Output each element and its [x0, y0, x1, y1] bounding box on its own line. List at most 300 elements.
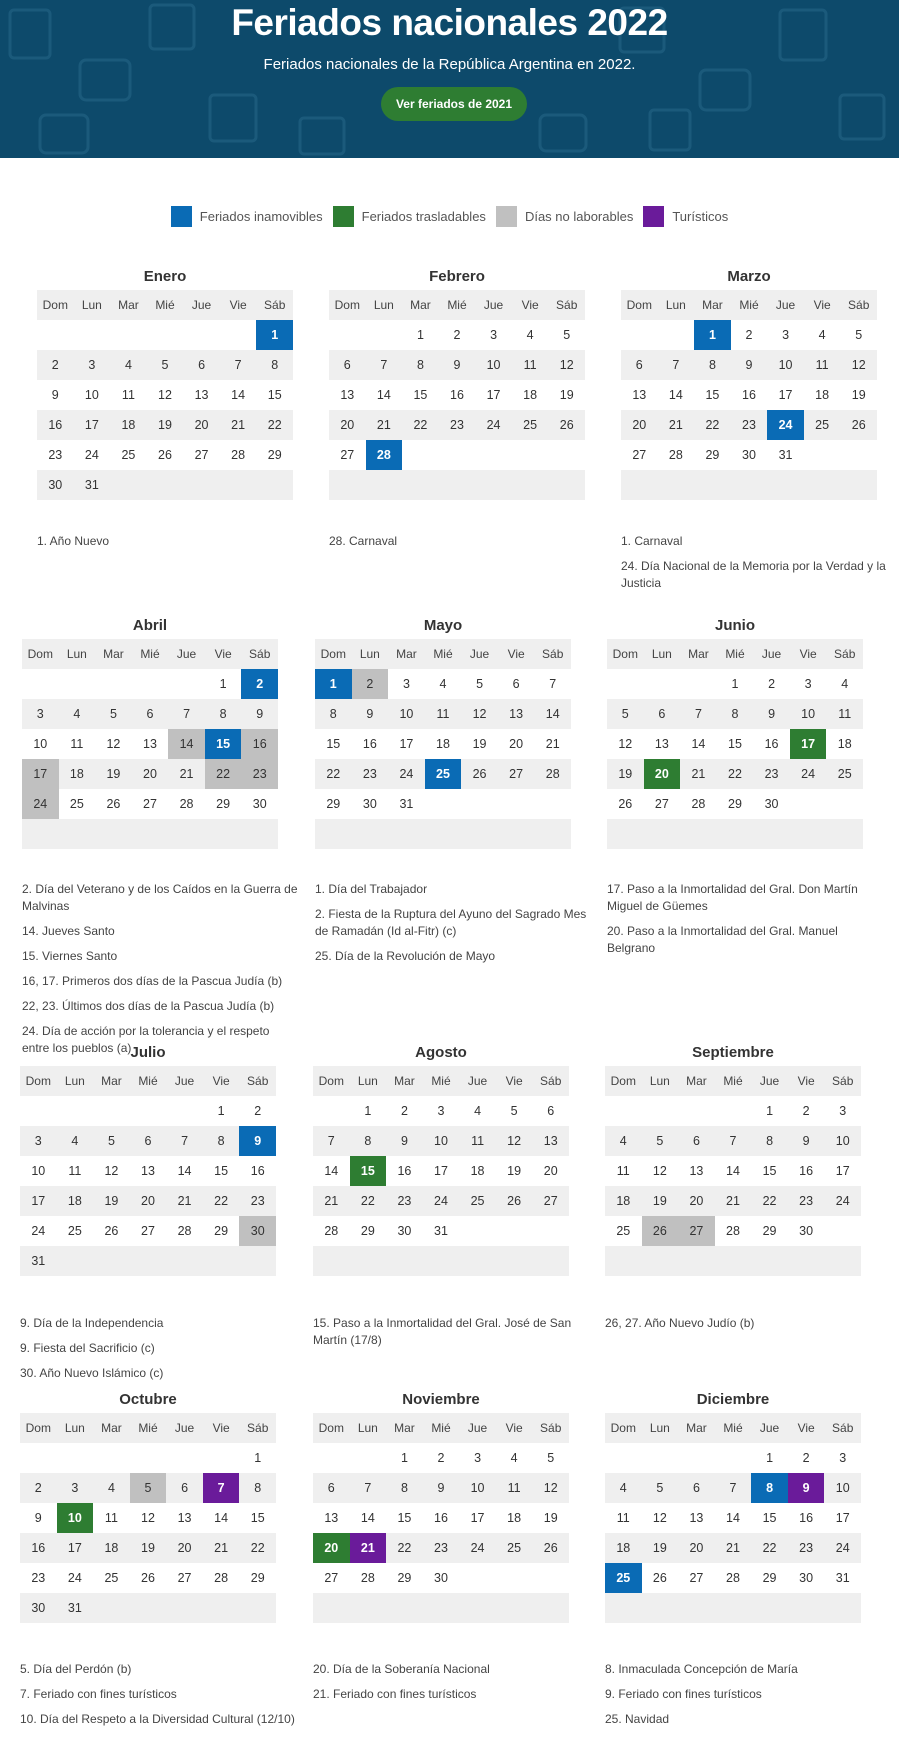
- weekday-header: Mié: [130, 1066, 167, 1096]
- holiday-note: 25. Día de la Revolución de Mayo: [315, 949, 496, 963]
- day-cell: 24: [423, 1186, 460, 1216]
- empty-day-cell: [731, 470, 768, 500]
- day-cell: 16: [799, 1164, 814, 1178]
- day-cell: 12: [106, 737, 121, 751]
- month-title: Diciembre: [696, 1391, 770, 1408]
- day-cell: 14: [726, 1164, 740, 1178]
- weekday-header: Lun: [642, 1413, 679, 1443]
- day-cell: 24: [824, 1186, 861, 1216]
- empty-day-cell: [402, 470, 439, 500]
- day-cell: 14: [214, 1511, 229, 1525]
- day-cell: 23: [352, 759, 389, 789]
- day-cell: 16: [250, 1164, 265, 1178]
- day-cell: 4: [510, 1451, 518, 1465]
- calendar-grid: [313, 1066, 569, 1276]
- day-cell: 17: [835, 1511, 850, 1525]
- empty-day-cell: [607, 819, 644, 849]
- day-cell: 22: [203, 1186, 240, 1216]
- day-cell: 25: [459, 1186, 496, 1216]
- month-notes: [313, 1661, 589, 1711]
- weekday-header: Sáb: [824, 1413, 861, 1443]
- empty-day-cell: [386, 1246, 423, 1276]
- calendar-grid: [313, 1413, 569, 1623]
- empty-day-cell: [642, 1246, 679, 1276]
- empty-day-cell: [166, 1593, 203, 1623]
- weekday-header: Vie: [205, 639, 242, 669]
- day-cell: 10: [824, 1473, 861, 1503]
- day-cell: 26: [840, 410, 877, 440]
- day-cell: 7: [366, 350, 403, 380]
- empty-day-cell: [366, 470, 403, 500]
- holiday-note: 22, 23. Últimos dos días de la Pascua Judía (b): [22, 999, 275, 1013]
- day-cell: 10: [388, 699, 425, 729]
- weekday-header: Lun: [352, 639, 389, 669]
- weekday-header: Mar: [93, 1066, 130, 1096]
- day-cell: 30: [764, 797, 779, 811]
- day-cell: 20: [166, 1533, 203, 1563]
- empty-day-cell: [715, 1246, 752, 1276]
- empty-day-cell: [459, 1563, 496, 1593]
- day-cell: 6: [130, 1126, 167, 1156]
- day-cell: 28: [691, 797, 706, 811]
- day-cell: 15: [397, 1511, 412, 1525]
- empty-day-cell: [824, 1593, 861, 1623]
- month-notes: [22, 881, 298, 1065]
- day-cell: 30: [20, 1593, 57, 1623]
- holiday-day-cell: 24: [22, 789, 59, 819]
- holiday-note: 21. Feriado con fines turísticos: [313, 1687, 477, 1701]
- weekday-header: Jue: [767, 290, 804, 320]
- day-cell: 29: [762, 1571, 777, 1585]
- day-cell: 6: [547, 1104, 555, 1118]
- weekday-header: Mié: [715, 1413, 752, 1443]
- day-cell: 8: [751, 1126, 788, 1156]
- empty-day-cell: [57, 1096, 94, 1126]
- weekday-header: Mié: [731, 290, 768, 320]
- day-cell: 20: [329, 410, 366, 440]
- holiday-day-cell: 2: [241, 669, 278, 699]
- day-cell: 18: [605, 1186, 642, 1216]
- empty-day-cell: [350, 1593, 387, 1623]
- day-cell: 8: [203, 1126, 240, 1156]
- empty-day-cell: [826, 819, 863, 849]
- empty-day-cell: [22, 819, 59, 849]
- empty-day-cell: [461, 789, 498, 819]
- day-cell: 23: [31, 1571, 46, 1585]
- day-cell: 10: [459, 1473, 496, 1503]
- holiday-note: 15. Paso a la Inmortalidad del Gral. José de San Martín (17/8): [313, 1316, 572, 1347]
- empty-day-cell: [168, 669, 205, 699]
- empty-day-cell: [680, 819, 717, 849]
- month-title: Noviembre: [402, 1391, 480, 1408]
- weekday-header: Jue: [459, 1066, 496, 1096]
- empty-day-cell: [605, 1593, 642, 1623]
- holiday-note: 30. Año Nuevo Islámico (c): [20, 1366, 164, 1380]
- empty-day-cell: [57, 1246, 94, 1276]
- day-cell: 9: [753, 699, 790, 729]
- month-title: Febrero: [429, 268, 485, 285]
- holiday-note: 9. Fiesta del Sacrificio (c): [20, 1341, 155, 1355]
- day-cell: 14: [177, 1164, 192, 1178]
- day-cell: 25: [616, 1224, 631, 1238]
- empty-day-cell: [315, 819, 352, 849]
- legend-swatch: [496, 206, 517, 227]
- holiday-day-cell: 23: [241, 759, 278, 789]
- weekday-header: Lun: [366, 290, 403, 320]
- empty-day-cell: [313, 1443, 350, 1473]
- day-cell: 22: [315, 759, 352, 789]
- day-cell: 17: [835, 1164, 850, 1178]
- day-cell: 10: [767, 350, 804, 380]
- month-notes: [313, 1315, 589, 1357]
- holiday-note: 20. Paso a la Inmortalidad del Gral. Manuel Belgrano: [607, 924, 838, 955]
- day-cell: 23: [423, 1533, 460, 1563]
- weekday-header: Vie: [496, 1413, 533, 1443]
- empty-day-cell: [241, 819, 278, 849]
- empty-day-cell: [607, 669, 644, 699]
- day-cell: 31: [778, 448, 793, 462]
- day-cell: 3: [22, 699, 59, 729]
- empty-day-cell: [93, 1246, 130, 1276]
- empty-day-cell: [644, 669, 681, 699]
- day-cell: 28: [360, 1571, 375, 1585]
- day-cell: 27: [532, 1186, 569, 1216]
- weekday-header: Lun: [57, 1066, 94, 1096]
- weekday-header: Lun: [658, 290, 695, 320]
- empty-day-cell: [20, 1096, 57, 1126]
- empty-day-cell: [790, 789, 827, 819]
- day-cell: 5: [547, 1451, 555, 1465]
- month-title: Agosto: [415, 1044, 467, 1061]
- day-cell: 20: [130, 1186, 167, 1216]
- month-notes: [605, 1315, 881, 1340]
- day-cell: 24: [790, 759, 827, 789]
- day-cell: 26: [106, 797, 121, 811]
- day-cell: 31: [74, 470, 111, 500]
- holiday-day-cell: 9: [239, 1126, 276, 1156]
- month-notes: [607, 881, 883, 965]
- empty-day-cell: [132, 819, 169, 849]
- month-title: Junio: [715, 617, 755, 634]
- weekday-header: Mar: [386, 1413, 423, 1443]
- day-cell: 11: [826, 699, 863, 729]
- empty-day-cell: [512, 440, 549, 470]
- holiday-note: 25. Navidad: [605, 1712, 670, 1726]
- empty-day-cell: [423, 1593, 460, 1623]
- day-cell: 14: [376, 388, 391, 402]
- day-cell: 18: [470, 1164, 485, 1178]
- day-cell: 5: [607, 699, 644, 729]
- day-cell: 22: [402, 410, 439, 440]
- day-cell: 4: [57, 1126, 94, 1156]
- holiday-day-cell: 21: [350, 1533, 387, 1563]
- day-cell: 6: [329, 350, 366, 380]
- day-cell: 14: [668, 388, 683, 402]
- day-cell: 26: [158, 448, 172, 462]
- day-cell: 26: [141, 1571, 155, 1585]
- day-cell: 9: [788, 1126, 825, 1156]
- day-cell: 6: [512, 677, 520, 691]
- holiday-note: 1. Día del Trabajador: [315, 882, 428, 896]
- legend-item-inamovibles: [171, 206, 323, 227]
- holiday-day-cell: 1: [256, 320, 293, 350]
- calendar-grid: [607, 639, 863, 849]
- empty-day-cell: [425, 789, 462, 819]
- day-cell: 22: [256, 410, 293, 440]
- weekday-header: Lun: [57, 1413, 94, 1443]
- day-cell: 17: [486, 388, 501, 402]
- day-cell: 2: [768, 677, 776, 691]
- weekday-header: Lun: [350, 1413, 387, 1443]
- calendar-grid: [605, 1413, 861, 1623]
- empty-day-cell: [220, 470, 257, 500]
- day-cell: 22: [350, 1186, 387, 1216]
- day-cell: 17: [778, 388, 793, 402]
- day-cell: 26: [548, 410, 585, 440]
- weekday-header: Sáb: [532, 1413, 569, 1443]
- empty-day-cell: [751, 1246, 788, 1276]
- day-cell: 13: [324, 1511, 339, 1525]
- day-cell: 25: [496, 1533, 533, 1563]
- holiday-day-cell: 15: [205, 729, 242, 759]
- empty-day-cell: [621, 470, 658, 500]
- day-cell: 4: [474, 1104, 482, 1118]
- day-cell: 4: [93, 1473, 130, 1503]
- weekday-header: Lun: [74, 290, 111, 320]
- holiday-day-cell: 26: [642, 1216, 679, 1246]
- day-cell: 2: [437, 1451, 445, 1465]
- day-cell: 11: [616, 1164, 630, 1178]
- day-cell: 11: [496, 1473, 533, 1503]
- day-cell: 7: [220, 350, 257, 380]
- empty-day-cell: [20, 1443, 57, 1473]
- day-cell: 31: [434, 1224, 448, 1238]
- day-cell: 11: [512, 350, 549, 380]
- empty-day-cell: [804, 440, 841, 470]
- day-cell: 7: [168, 699, 205, 729]
- empty-day-cell: [532, 1593, 569, 1623]
- legend-swatch: [643, 206, 664, 227]
- empty-day-cell: [840, 440, 877, 470]
- day-cell: 12: [652, 1164, 667, 1178]
- holiday-day-cell: 1: [694, 320, 731, 350]
- day-cell: 16: [742, 388, 756, 402]
- weekday-header: Mar: [110, 290, 147, 320]
- month-notes: [37, 533, 313, 558]
- day-cell: 1: [416, 328, 424, 342]
- day-cell: 27: [177, 1571, 192, 1585]
- month-notes: [20, 1661, 296, 1736]
- holiday-day-cell: 7: [203, 1473, 240, 1503]
- holiday-day-cell: 22: [205, 759, 242, 789]
- day-cell: 22: [386, 1533, 423, 1563]
- day-cell: 2: [37, 350, 74, 380]
- day-cell: 14: [324, 1164, 339, 1178]
- month-notes: [20, 1315, 296, 1390]
- day-cell: 6: [313, 1473, 350, 1503]
- day-cell: 9: [34, 1511, 42, 1525]
- day-cell: 29: [705, 448, 720, 462]
- month-notes: [621, 533, 897, 600]
- day-cell: 31: [20, 1246, 57, 1276]
- empty-day-cell: [130, 1593, 167, 1623]
- empty-day-cell: [694, 470, 731, 500]
- legend: [0, 206, 899, 227]
- day-cell: 28: [214, 1571, 229, 1585]
- day-cell: 29: [397, 1571, 412, 1585]
- weekday-header: Mié: [423, 1413, 460, 1443]
- day-cell: 19: [607, 759, 644, 789]
- weekday-header: Dom: [607, 639, 644, 669]
- day-cell: 23: [788, 1533, 825, 1563]
- weekday-header: Sáb: [534, 639, 571, 669]
- weekday-header: Jue: [459, 1413, 496, 1443]
- day-cell: 15: [762, 1164, 777, 1178]
- day-cell: 19: [507, 1164, 522, 1178]
- day-cell: 8: [350, 1126, 387, 1156]
- day-cell: 13: [689, 1511, 704, 1525]
- legend-label: Feriados trasladables: [361, 209, 486, 224]
- day-cell: 5: [642, 1473, 679, 1503]
- weekday-header: Sáb: [256, 290, 293, 320]
- day-cell: 4: [605, 1126, 642, 1156]
- empty-day-cell: [130, 1096, 167, 1126]
- day-cell: 3: [490, 328, 498, 342]
- day-cell: 11: [68, 1164, 82, 1178]
- ver-feriados-2021-button[interactable]: Ver feriados de 2021: [381, 87, 527, 121]
- empty-day-cell: [350, 1443, 387, 1473]
- weekday-header: Mié: [717, 639, 754, 669]
- day-cell: 16: [450, 388, 464, 402]
- holiday-day-cell: 25: [425, 759, 462, 789]
- day-cell: 14: [360, 1511, 375, 1525]
- day-cell: 13: [340, 388, 355, 402]
- day-cell: 30: [799, 1224, 814, 1238]
- day-cell: 1: [766, 1451, 774, 1465]
- holiday-day-cell: 1: [315, 669, 352, 699]
- weekday-header: Lun: [642, 1066, 679, 1096]
- holiday-note: 7. Feriado con fines turísticos: [20, 1687, 177, 1701]
- day-cell: 29: [360, 1224, 375, 1238]
- empty-day-cell: [658, 320, 695, 350]
- holiday-day-cell: 17: [790, 729, 827, 759]
- day-cell: 15: [250, 1511, 265, 1525]
- empty-day-cell: [93, 1593, 130, 1623]
- day-cell: 18: [436, 737, 450, 751]
- day-cell: 29: [728, 797, 742, 811]
- month-title: Octubre: [119, 1391, 177, 1408]
- month-julio: [20, 1040, 276, 1276]
- weekday-header: Mar: [95, 639, 132, 669]
- holiday-day-cell: 17: [22, 759, 59, 789]
- empty-day-cell: [166, 1246, 203, 1276]
- weekday-header: Jue: [183, 290, 220, 320]
- month-title: Septiembre: [692, 1044, 774, 1061]
- holiday-note: 5. Día del Perdón (b): [20, 1662, 132, 1676]
- day-cell: 7: [166, 1126, 203, 1156]
- day-cell: 13: [177, 1511, 192, 1525]
- day-cell: 12: [461, 699, 498, 729]
- month-diciembre: [605, 1387, 861, 1623]
- day-cell: 26: [461, 759, 498, 789]
- empty-day-cell: [130, 1246, 167, 1276]
- calendar-grid: [20, 1413, 276, 1623]
- empty-day-cell: [93, 1096, 130, 1126]
- empty-day-cell: [826, 789, 863, 819]
- day-cell: 21: [203, 1533, 240, 1563]
- empty-day-cell: [751, 1593, 788, 1623]
- month-notes: [315, 881, 591, 973]
- empty-day-cell: [475, 470, 512, 500]
- weekday-header: Sáb: [840, 290, 877, 320]
- weekday-header: Vie: [498, 639, 535, 669]
- day-cell: 16: [362, 737, 377, 751]
- day-cell: 8: [386, 1473, 423, 1503]
- day-cell: 3: [74, 350, 111, 380]
- day-cell: 28: [726, 1571, 740, 1585]
- day-cell: 10: [824, 1126, 861, 1156]
- empty-day-cell: [534, 819, 571, 849]
- day-cell: 7: [350, 1473, 387, 1503]
- weekday-header: Vie: [790, 639, 827, 669]
- day-cell: 23: [239, 1186, 276, 1216]
- day-cell: 30: [434, 1571, 448, 1585]
- empty-day-cell: [459, 1593, 496, 1623]
- empty-day-cell: [678, 1246, 715, 1276]
- day-cell: 17: [434, 1164, 448, 1178]
- empty-day-cell: [59, 819, 96, 849]
- holiday-note: 8. Inmaculada Concepción de María: [605, 1662, 798, 1676]
- calendar-grid: [20, 1066, 276, 1276]
- day-cell: 30: [742, 448, 756, 462]
- weekday-header: Mié: [132, 639, 169, 669]
- empty-day-cell: [717, 819, 754, 849]
- day-cell: 15: [705, 388, 720, 402]
- weekday-header: Vie: [496, 1066, 533, 1096]
- empty-day-cell: [605, 1443, 642, 1473]
- weekday-header: Mar: [402, 290, 439, 320]
- day-cell: 11: [121, 388, 135, 402]
- day-cell: 18: [110, 410, 147, 440]
- day-cell: 24: [824, 1533, 861, 1563]
- weekday-header: Jue: [461, 639, 498, 669]
- hero-banner: [0, 0, 899, 158]
- day-cell: 9: [51, 388, 59, 402]
- day-cell: 17: [20, 1186, 57, 1216]
- empty-day-cell: [205, 819, 242, 849]
- month-title: Julio: [130, 1044, 166, 1061]
- day-cell: 4: [110, 350, 147, 380]
- day-cell: 7: [680, 699, 717, 729]
- month-agosto: [313, 1040, 569, 1276]
- day-cell: 7: [549, 677, 557, 691]
- weekday-header: Mar: [678, 1413, 715, 1443]
- day-cell: 19: [642, 1186, 679, 1216]
- day-cell: 20: [543, 1164, 558, 1178]
- empty-day-cell: [678, 1593, 715, 1623]
- day-cell: 13: [194, 388, 209, 402]
- month-title: Abril: [132, 617, 168, 634]
- empty-day-cell: [425, 819, 462, 849]
- day-cell: 10: [84, 388, 99, 402]
- day-cell: 30: [362, 797, 377, 811]
- calendar-grid: [37, 290, 293, 500]
- empty-day-cell: [110, 320, 147, 350]
- day-cell: 18: [93, 1533, 130, 1563]
- empty-day-cell: [824, 1216, 861, 1246]
- empty-day-cell: [644, 819, 681, 849]
- day-cell: 26: [532, 1533, 569, 1563]
